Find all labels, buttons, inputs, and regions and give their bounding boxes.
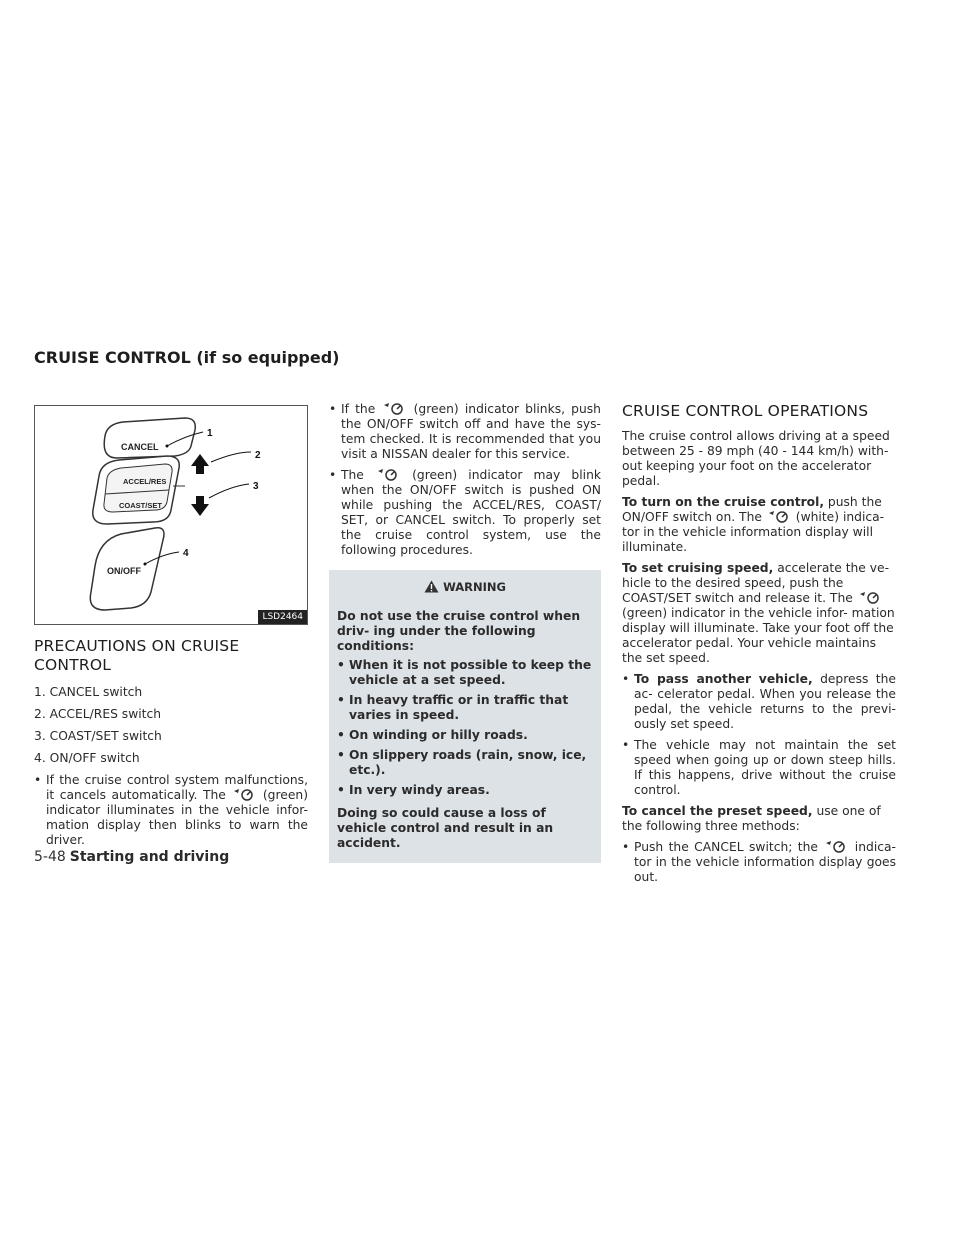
column-1 bbox=[34, 405, 308, 854]
warning-list bbox=[337, 658, 593, 798]
blink-note: • If the (green) indicator blinks, push the ON/OFF switch off and have the sys- tem checked. It is recommended that you visit a NISSAN dealer for this service. bbox=[329, 402, 601, 461]
callout-4: 4 bbox=[183, 548, 189, 559]
list-item: 2. ACCEL/RES switch bbox=[34, 707, 162, 721]
cruise-indicator-icon bbox=[231, 788, 257, 801]
steep-hills-note: • The vehicle may not maintain the set speed when going up or down steep hills. If this happens, drive without the cruise control. bbox=[622, 738, 896, 797]
push-cancel-note: • Push the CANCEL switch; the indica- tor in the vehicle information display goes out. bbox=[622, 840, 896, 884]
list-item: • On slippery roads (rain, snow, ice, etc.). bbox=[337, 748, 587, 777]
section-title: CRUISE CONTROL (if so equipped) bbox=[34, 348, 340, 367]
warning-box bbox=[329, 570, 601, 863]
onoff-label: ON/OFF bbox=[107, 566, 141, 576]
warning-lead: Do not use the cruise control when driv- ing under the following conditions: bbox=[337, 609, 581, 653]
blink-when-pushed-note: • The (green) indicator may blink when the ON/OFF switch is pushed ON while pushing the ACCEL/RES, COAST/ SET, or CANCEL switch. To properly set the cruise control system, use the following procedures. bbox=[329, 468, 601, 557]
accel-res-label: ACCEL/RES bbox=[123, 477, 167, 486]
figure-code: LSD2464 bbox=[258, 610, 307, 624]
chapter-title: Starting and driving bbox=[69, 849, 230, 865]
list-item: • In very windy areas. bbox=[337, 783, 490, 797]
list-item: • In heavy traffic or in traffic that varies in speed. bbox=[337, 693, 569, 722]
column-2 bbox=[329, 402, 601, 863]
switch-list bbox=[34, 685, 308, 766]
warning-title: WARNING bbox=[337, 580, 593, 595]
pass-vehicle-note: • To pass another vehicle, depress the ac- celerator pedal. When you release the pedal, the vehicle returns to the previ- ously set speed. bbox=[622, 672, 896, 731]
cruise-switch-diagram bbox=[35, 406, 307, 624]
arrow-down-icon bbox=[191, 496, 209, 516]
operations-heading: CRUISE CONTROL OPERATIONS bbox=[622, 402, 869, 420]
warning-triangle-icon bbox=[424, 580, 439, 593]
turn-on-paragraph: To turn on the cruise control, push the ON/OFF switch on. The (white) indica- tor in the vehicle information display will illuminate. bbox=[622, 495, 885, 554]
page-number: 5-48 bbox=[34, 849, 66, 865]
cancel-speed-paragraph: To cancel the preset speed, use one of the following three methods: bbox=[622, 804, 881, 833]
column-3 bbox=[622, 402, 896, 891]
cruise-indicator-icon bbox=[381, 402, 407, 415]
list-item: 3. COAST/SET switch bbox=[34, 729, 162, 743]
intro-paragraph: The cruise control allows driving at a speed between 25 - 89 mph (40 - 144 km/h) with- out keeping your foot on the accelerator pedal. bbox=[622, 429, 890, 488]
list-item: • On winding or hilly roads. bbox=[337, 728, 528, 742]
cruise-indicator-icon bbox=[857, 591, 883, 604]
switch-illustration bbox=[34, 405, 308, 625]
list-item: 4. ON/OFF switch bbox=[34, 751, 140, 765]
arrow-up-icon bbox=[191, 454, 209, 474]
list-item: • When it is not possible to keep the vehicle at a set speed. bbox=[337, 658, 592, 687]
list-item: 1. CANCEL switch bbox=[34, 685, 143, 699]
cancel-label: CANCEL bbox=[121, 442, 159, 452]
cruise-indicator-icon bbox=[766, 510, 792, 523]
callout-3: 3 bbox=[253, 481, 259, 492]
precautions-heading: PRECAUTIONS ON CRUISE CONTROL bbox=[34, 637, 240, 674]
set-speed-paragraph: To set cruising speed, accelerate the ve- hicle to the desired speed, push the COAST/SET switch and release it. The (green) indicator in the vehicle infor- mation display will illuminate. Take your foot off the accelerator pedal. Your vehicle maintains the set speed. bbox=[622, 561, 895, 665]
callout-2: 2 bbox=[255, 450, 261, 461]
cruise-indicator-icon bbox=[823, 840, 849, 853]
page-footer bbox=[34, 849, 229, 865]
callout-1: 1 bbox=[207, 428, 213, 439]
warning-tail: Doing so could cause a loss of vehicle control and result in an accident. bbox=[337, 806, 554, 850]
cancel-switch-shape bbox=[104, 418, 195, 458]
cruise-indicator-icon bbox=[375, 468, 401, 481]
malfunction-note: • If the cruise control system malfunctions, it cancels automatically. The (green) indicator illuminates in the vehicle infor- mation display then blinks to warn the driver. bbox=[34, 773, 308, 847]
coast-set-label: COAST/SET bbox=[119, 501, 162, 510]
